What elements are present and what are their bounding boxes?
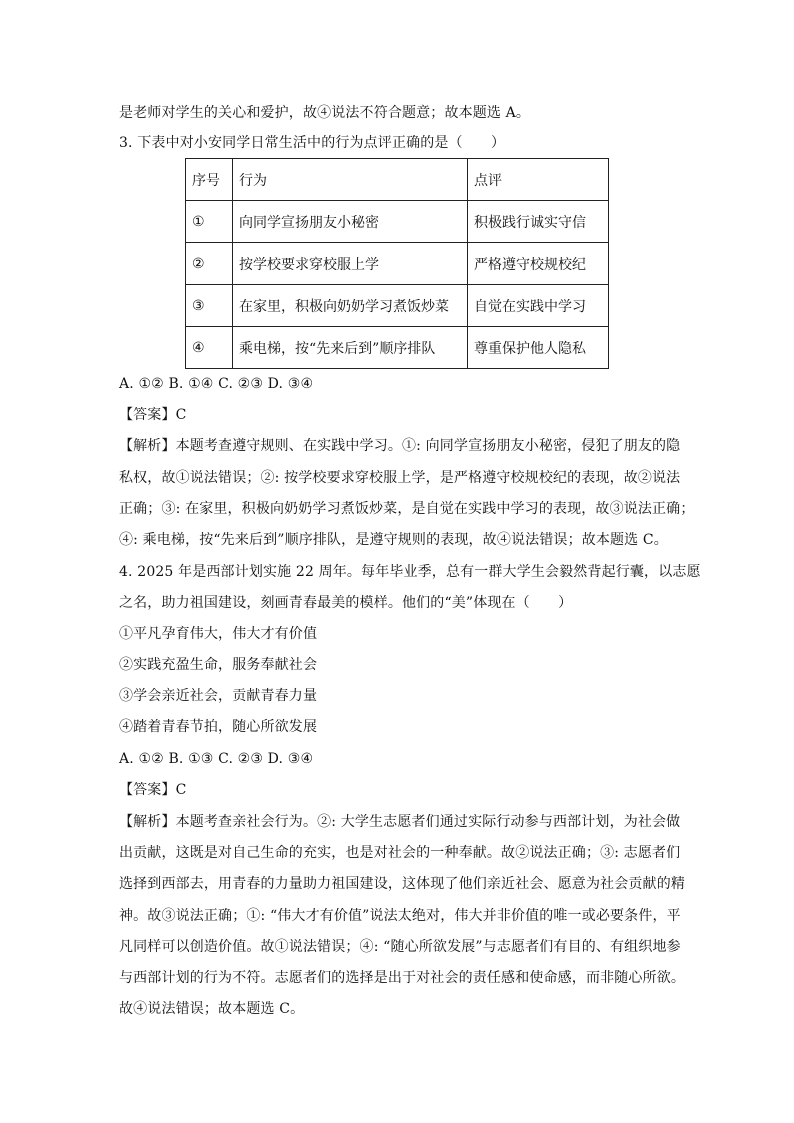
table-header-cell: 行为 (233, 159, 468, 201)
answer-options: A. ①② B. ①④ C. ②③ D. ③④ (119, 376, 314, 392)
answer-label: 【答案】C (119, 782, 187, 798)
statement-item: ④踏着青春节拍，随心所欲发展 (119, 719, 318, 735)
analysis-line: 【解析】本题考查亲社会行为。②: 大学生志愿者们通过实际行动参与西部计划，为社会做 (119, 814, 681, 830)
table-cell: ④ (186, 327, 233, 369)
statement-item: ②实践充盈生命，服务奉献社会 (119, 657, 318, 673)
table-row (186, 243, 609, 285)
question-3-stem: 3. 下表中对小安同学日常生活中的行为点评正确的是（ ） (119, 135, 506, 151)
table-row (186, 285, 609, 327)
question-4-stem: 4. 2025 年是西部计划实施 22 周年。每年毕业季，总有一群大学生会毅然背起行囊，以志愿 (119, 564, 701, 580)
analysis-line: 选择到西部去，用青春的力量助力祖国建设，这体现了他们亲近社会、愿意为社会贡献的精 (119, 876, 685, 892)
question-4-stem: 之名，助力祖国建设，刻画青春最美的模样。他们的“美”体现在（ ） (119, 595, 573, 611)
table-header-cell: 点评 (468, 159, 609, 201)
analysis-line: 正确；③: 在家里，积极向奶奶学习煮饭炒菜，是自觉在实践中学习的表现，故③说法正确； (119, 501, 695, 517)
analysis-line: 神。故③说法正确；①: “伟大才有价值”说法太绝对，伟大并非价值的唯一或必要条件，平 (119, 908, 681, 924)
table-cell: 自觉在实践中学习 (468, 285, 609, 327)
analysis-line: 与西部计划的行为不符。志愿者们的选择是出于对社会的责任感和使命感，而非随心所欲。 (119, 970, 685, 986)
analysis-line: 故④说法错误；故本题选 C。 (119, 1001, 305, 1017)
text-line: 是老师对学生的关心和爱护，故④说法不符合题意；故本题选 A。 (119, 105, 531, 121)
analysis-line: 私权，故①说法错误；②: 按学校要求穿校服上学，是严格遵守校规校纪的表现，故②说法 (119, 470, 681, 486)
table-cell: 乘电梯，按“先来后到”顺序排队 (233, 327, 468, 369)
table-cell: 尊重保护他人隐私 (468, 327, 609, 369)
table-header-cell: 序号 (186, 159, 233, 201)
statement-item: ③学会亲近社会，贡献青春力量 (119, 688, 318, 704)
analysis-line: ④: 乘电梯，按“先来后到”顺序排队，是遵守规则的表现，故④说法错误；故本题选 C。 (119, 532, 668, 548)
analysis-line: 凡同样可以创造价值。故①说法错误；④: “随心所欲发展”与志愿者们有目的、有组织地参 (119, 939, 681, 955)
table-cell: 向同学宣扬朋友小秘密 (233, 201, 468, 243)
behavior-table (185, 158, 609, 369)
table-row (186, 327, 609, 369)
table-cell: 在家里，积极向奶奶学习煮饭炒菜 (233, 285, 468, 327)
table-header-row (186, 159, 609, 201)
analysis-line: 出贡献，这既是对自己生命的充实，也是对社会的一种奉献。故②说法正确；③: 志愿者们 (119, 845, 681, 861)
analysis-line: 【解析】本题考查遵守规则、在实践中学习。①: 向同学宣扬朋友小秘密，侵犯了朋友的隐 (119, 438, 681, 454)
statement-item: ①平凡孕育伟大，伟大才有价值 (119, 626, 318, 642)
answer-label: 【答案】C (119, 407, 187, 423)
table-cell: 严格遵守校规校纪 (468, 243, 609, 285)
table-cell: ② (186, 243, 233, 285)
table-cell: ③ (186, 285, 233, 327)
table-cell: ① (186, 201, 233, 243)
table-cell: 按学校要求穿校服上学 (233, 243, 468, 285)
table-row (186, 201, 609, 243)
table-cell: 积极践行诚实守信 (468, 201, 609, 243)
answer-options: A. ①② B. ①③ C. ②③ D. ③④ (119, 751, 314, 767)
